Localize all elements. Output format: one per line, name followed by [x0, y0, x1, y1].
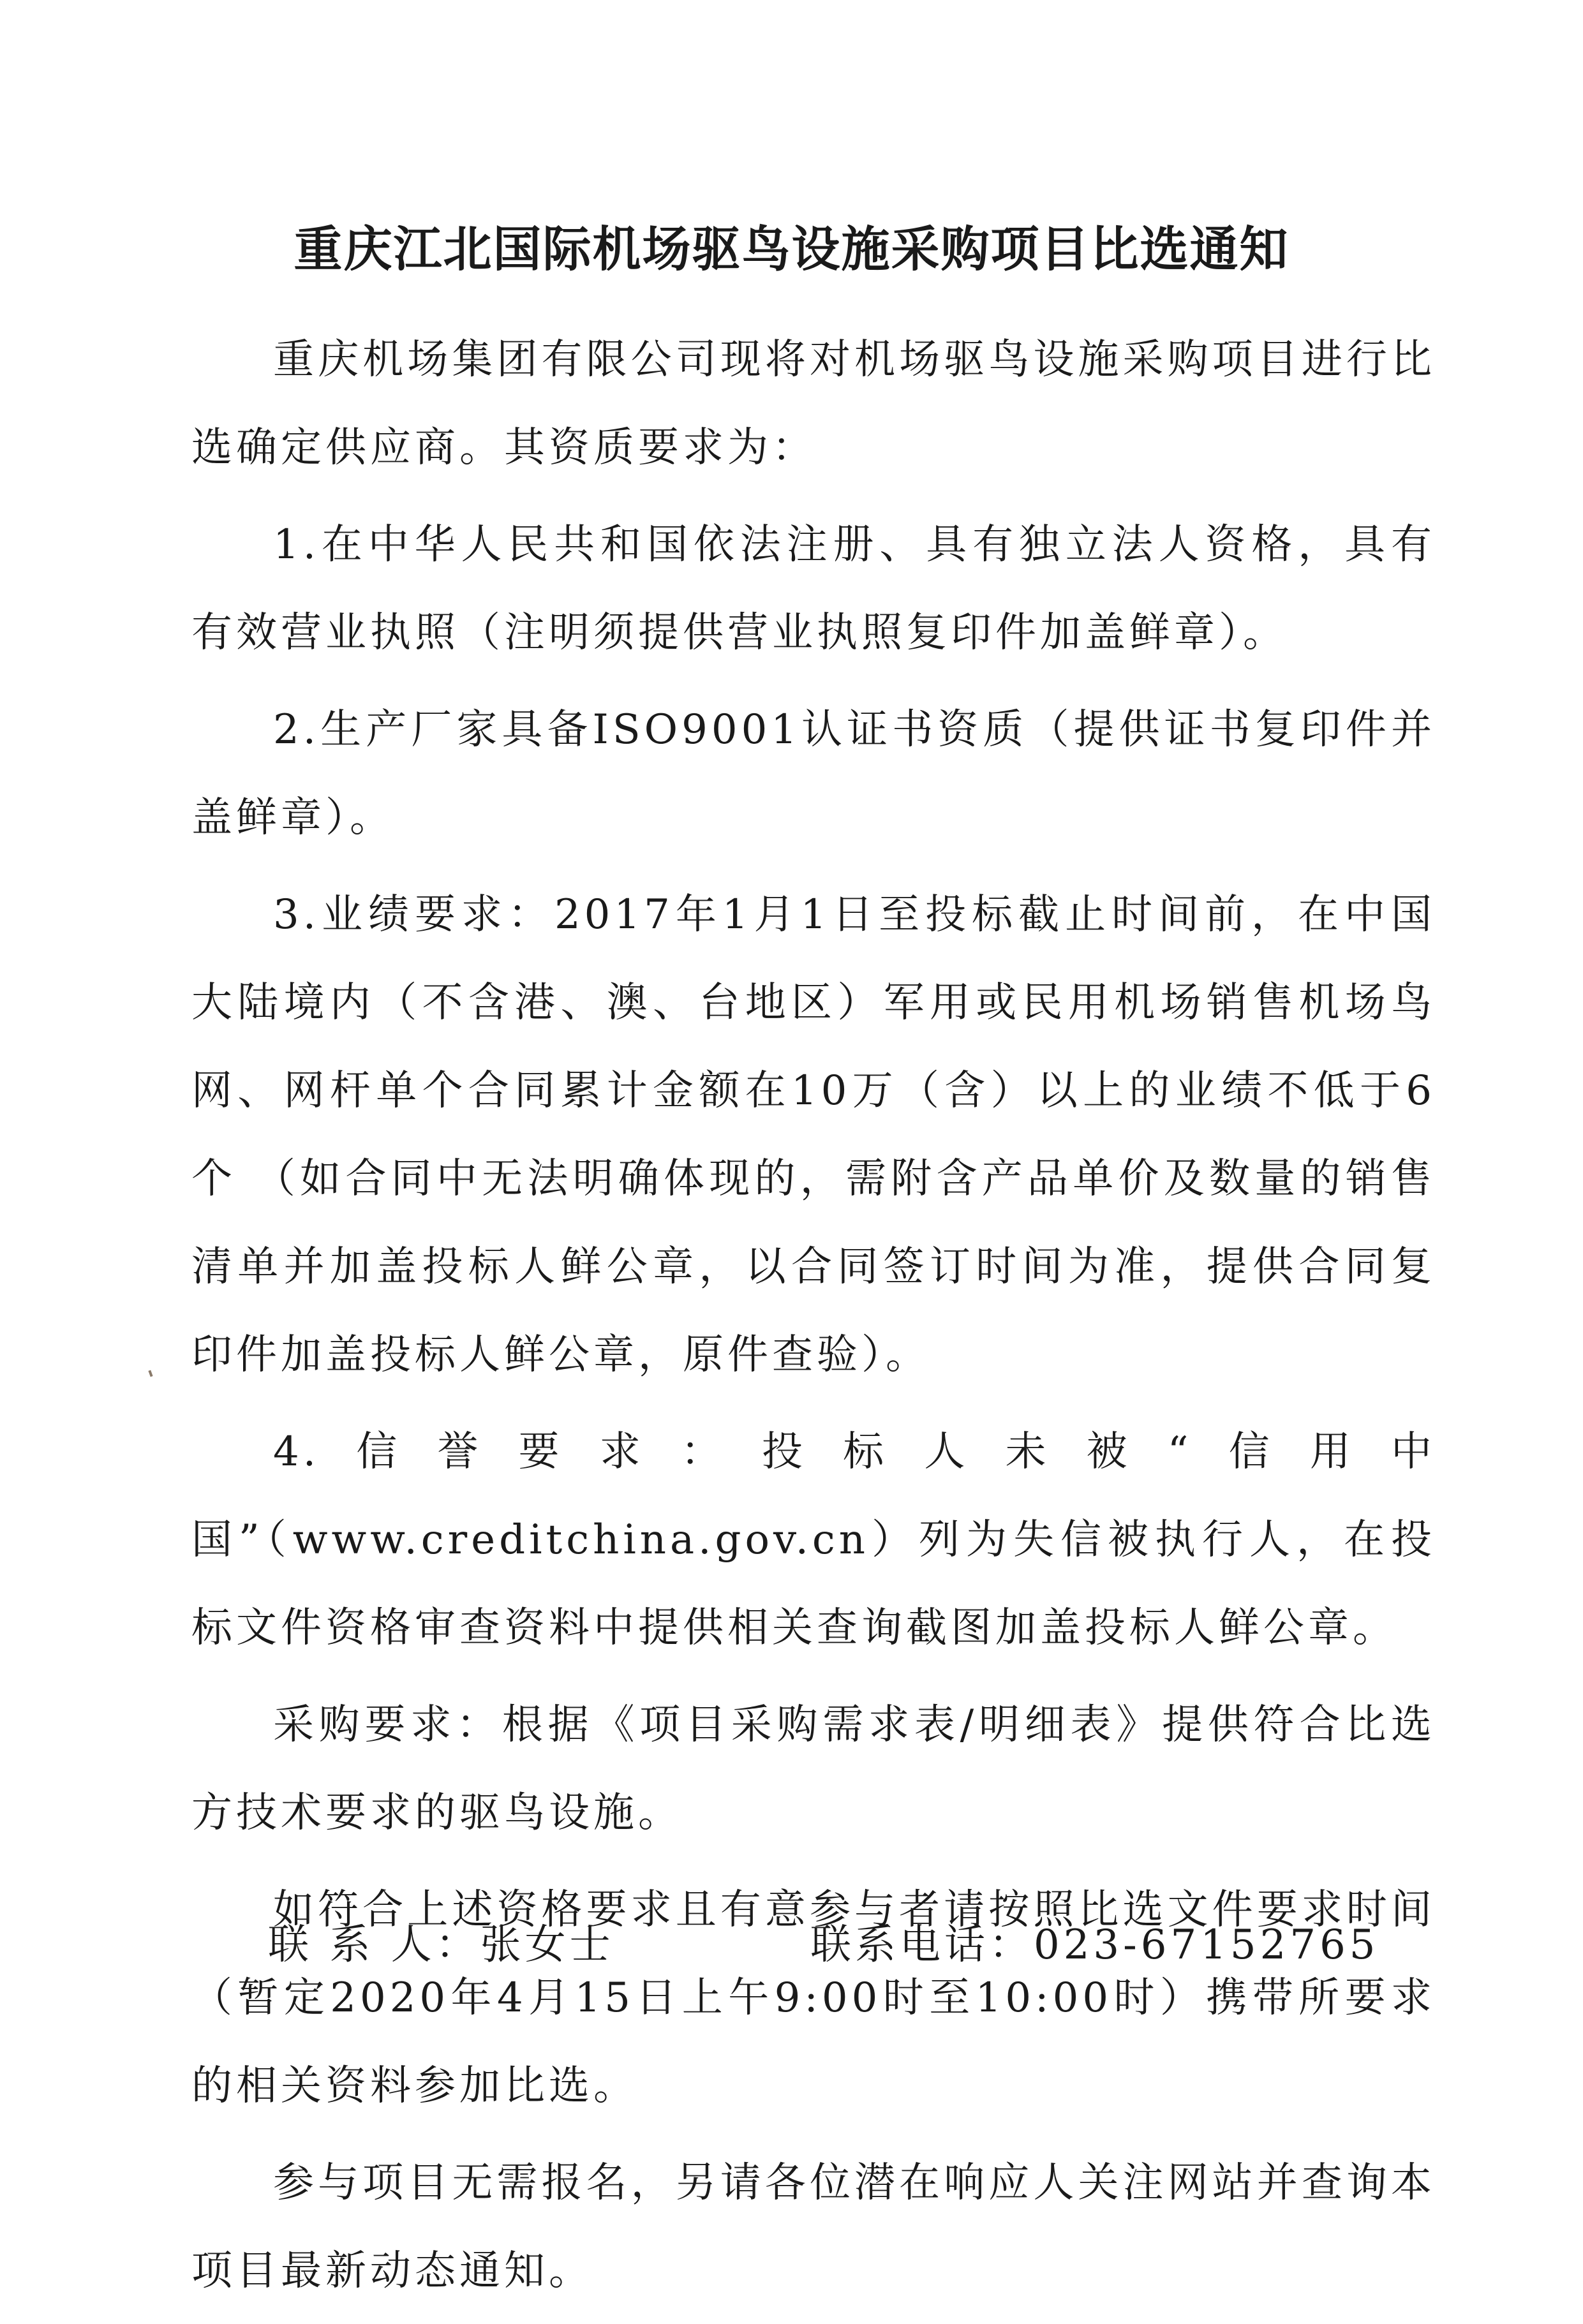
- scan-speck: [148, 1370, 152, 1377]
- contact-person: 联 系 人：张女士: [268, 1921, 614, 1969]
- contact-phone: 联系电话：023-67152765: [810, 1921, 1379, 1969]
- requirement-3-paragraph: 3.业绩要求：2017年1月1日至投标截止时间前，在中国大陆境内（不含港、澳、台地区）军用或民用机场销售机场鸟网、网杆单个合同累计金额在10万（含）以上的业绩不低于6个 （如合同中无法明确体现的，需附含产品单价及数量的销售清单并加盖投标人鲜公章，以合同签订时间为准，提供合同复印件加盖投标人鲜公章，原件查验）。: [191, 891, 1436, 1379]
- requirement-1-paragraph: 1.在中华人民共和国依法注册、具有独立法人资格，具有有效营业执照（注明须提供营业执照复印件加盖鲜章）。: [191, 521, 1436, 656]
- registration-paragraph: 参与项目无需报名，另请各位潜在响应人关注网站并查询本项目最新动态通知。: [191, 2159, 1436, 2295]
- procurement-paragraph: 采购要求：根据《项目采购需求表/明细表》提供符合比选方技术要求的驱鸟设施。: [191, 1701, 1436, 1837]
- document-body: [191, 316, 1436, 2324]
- requirement-2-paragraph: 2.生产厂家具备ISO9001认证书资质（提供证书复印件并盖鲜章）。: [191, 706, 1436, 841]
- document-title: 重庆江北国际机场驱鸟设施采购项目比选通知: [294, 221, 1289, 278]
- intro-paragraph: 重庆机场集团有限公司现将对机场驱鸟设施采购项目进行比选确定供应商。其资质要求为：: [191, 336, 1436, 471]
- requirement-4-paragraph: 4.信誉要求：投标人未被“信用中国”（www.creditchina.gov.cn）列为失信被执行人，在投标文件资格审查资料中提供相关查询截图加盖投标人鲜公章。: [191, 1428, 1436, 1652]
- schedule-paragraph: 如符合上述资格要求且有意参与者请按照比选文件要求时间（暂定2020年4月15日上午9:00时至10:00时）携带所要求的相关资料参加比选。: [191, 1886, 1436, 2110]
